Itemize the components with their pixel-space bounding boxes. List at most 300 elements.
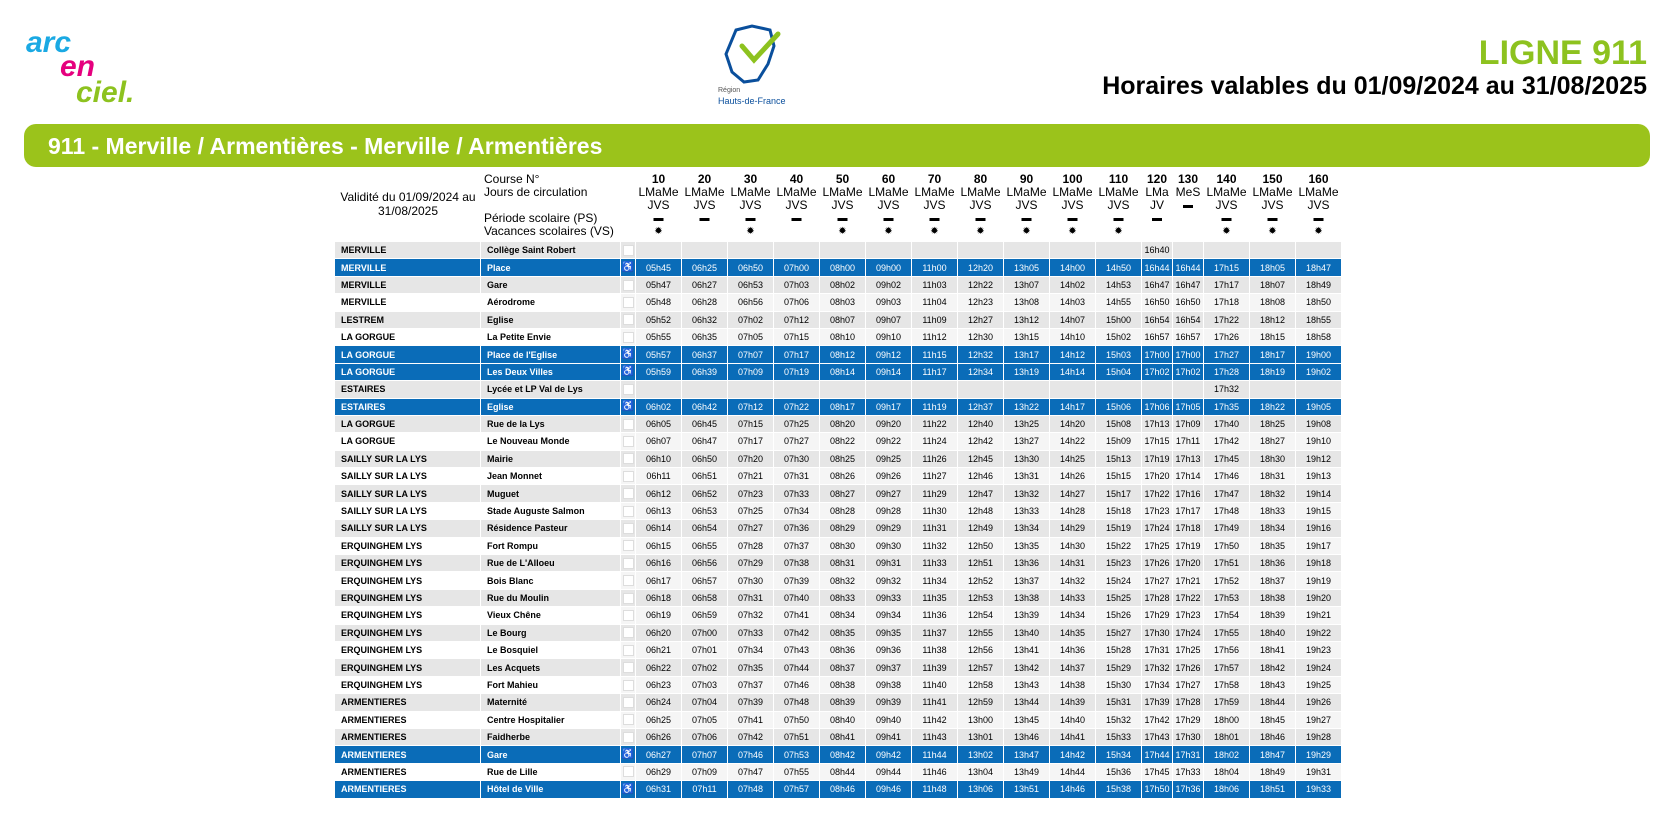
- time-cell: 14h35: [1050, 625, 1095, 641]
- time-cell: 15h25: [1096, 590, 1141, 606]
- time-cell: 14h10: [1050, 329, 1095, 345]
- time-cell: 13h17: [1004, 346, 1049, 362]
- time-cell: 06h16: [636, 555, 681, 571]
- time-cell: 18h35: [1250, 538, 1295, 554]
- course-number: 140: [1216, 172, 1237, 186]
- accessibility-cell: [621, 642, 635, 658]
- time-cell: 14h20: [1050, 416, 1095, 432]
- accessibility-box: [623, 297, 634, 308]
- time-cell: 07h30: [728, 572, 773, 588]
- time-cell: 06h55: [682, 538, 727, 554]
- course-header-50: [820, 173, 865, 241]
- time-cell: 17h25: [1142, 538, 1172, 554]
- accessibility-cell: [621, 607, 635, 623]
- time-cell: 17h42: [1142, 712, 1172, 728]
- sun-icon: ✹: [1114, 226, 1123, 237]
- time-cell: 12h50: [958, 538, 1003, 554]
- school-bag-icon: ▬: [791, 213, 802, 224]
- time-cell: 18h04: [1204, 764, 1249, 780]
- time-cell: 19h25: [1296, 677, 1341, 693]
- course-number: 120: [1146, 172, 1168, 186]
- time-cell: 08h33: [820, 590, 865, 606]
- course-header-60: [866, 173, 911, 241]
- time-cell: 06h24: [636, 694, 681, 710]
- accessibility-cell: [621, 503, 635, 519]
- legend-school-period: Période scolaire (PS): [484, 211, 598, 225]
- time-cell: 08h25: [820, 451, 865, 467]
- time-cell: 11h22: [912, 416, 957, 432]
- time-cell: 08h02: [820, 277, 865, 293]
- time-cell: 06h22: [636, 659, 681, 675]
- time-cell: 14h29: [1050, 520, 1095, 536]
- accessibility-cell: [621, 555, 635, 571]
- accessibility-cell: [621, 694, 635, 710]
- time-cell: 19h31: [1296, 764, 1341, 780]
- accessibility-cell: [621, 572, 635, 588]
- time-cell: 07h15: [774, 329, 819, 345]
- time-cell: 13h00: [958, 712, 1003, 728]
- wheelchair-icon: [621, 259, 635, 275]
- time-cell: 14h36: [1050, 642, 1095, 658]
- time-cell: 06h31: [636, 781, 681, 797]
- time-cell: 14h34: [1050, 607, 1095, 623]
- time-cell: 05h52: [636, 312, 681, 328]
- time-cell: 07h23: [728, 485, 773, 501]
- time-cell: 09h30: [866, 538, 911, 554]
- course-days-2: JVS: [969, 198, 992, 212]
- stop-cell: Place de l'Eglise: [481, 346, 620, 362]
- town-cell: LESTREM: [335, 312, 480, 328]
- accessibility-box: [623, 732, 634, 743]
- time-cell: 09h14: [866, 364, 911, 380]
- accessibility-cell: [621, 677, 635, 693]
- time-cell: 18h45: [1250, 712, 1295, 728]
- time-cell: 06h56: [728, 294, 773, 310]
- time-cell: 08h36: [820, 642, 865, 658]
- school-bag-icon: ▬: [929, 213, 940, 224]
- time-cell: 11h15: [912, 346, 957, 362]
- time-cell: 17h49: [1204, 520, 1249, 536]
- time-cell: 06h59: [682, 607, 727, 623]
- time-cell: 17h57: [1204, 659, 1249, 675]
- time-cell: 12h47: [958, 485, 1003, 501]
- time-cell: 18h17: [1250, 346, 1295, 362]
- town-cell: ERQUINGHEM LYS: [335, 677, 480, 693]
- time-cell: 06h12: [636, 485, 681, 501]
- time-cell: 07h03: [682, 677, 727, 693]
- empty-icon-slot: [1142, 225, 1172, 238]
- stop-cell: Mairie: [481, 451, 620, 467]
- course-header-140: [1204, 173, 1249, 241]
- time-cell: 17h13: [1173, 451, 1203, 467]
- time-cell: 16h50: [1173, 294, 1203, 310]
- time-cell: 12h20: [958, 259, 1003, 275]
- time-cell: 13h31: [1004, 468, 1049, 484]
- accessibility-box: [623, 558, 634, 569]
- course-header-20: [682, 173, 727, 241]
- table-row: [335, 364, 1341, 380]
- wheelchair-icon: ♿: [621, 749, 635, 761]
- time-cell: 08h35: [820, 625, 865, 641]
- time-cell: 11h12: [912, 329, 957, 345]
- time-cell: 09h32: [866, 572, 911, 588]
- course-header-10: [636, 173, 681, 241]
- time-cell: 19h33: [1296, 781, 1341, 797]
- time-cell: 08h07: [820, 312, 865, 328]
- table-row: [335, 572, 1341, 588]
- town-cell: LA GORGUE: [335, 433, 480, 449]
- time-cell: 18h38: [1250, 590, 1295, 606]
- time-cell: 17h22: [1142, 485, 1172, 501]
- time-cell: 17h05: [1173, 399, 1203, 415]
- stop-cell: Place: [481, 259, 620, 275]
- time-cell: 12h34: [958, 364, 1003, 380]
- time-cell: 12h56: [958, 642, 1003, 658]
- brand-line-1: arc: [26, 26, 72, 59]
- stop-cell: Aérodrome: [481, 294, 620, 310]
- time-cell: 07h29: [728, 555, 773, 571]
- time-cell: 08h46: [820, 781, 865, 797]
- accessibility-box: [623, 453, 634, 464]
- course-header-120: [1142, 173, 1172, 241]
- time-cell: 13h02: [958, 746, 1003, 762]
- time-cell: 06h29: [636, 764, 681, 780]
- sun-icon: ✹: [1022, 226, 1031, 237]
- wheelchair-icon: ♿: [621, 366, 635, 378]
- time-cell: [1004, 242, 1049, 258]
- time-cell: 07h15: [728, 416, 773, 432]
- time-cell: [728, 381, 773, 397]
- time-cell: 14h46: [1050, 781, 1095, 797]
- time-cell: 08h00: [820, 259, 865, 275]
- time-cell: 17h20: [1173, 555, 1203, 571]
- time-cell: 13h15: [1004, 329, 1049, 345]
- time-cell: [820, 242, 865, 258]
- time-cell: 17h00: [1173, 346, 1203, 362]
- time-cell: 17h39: [1142, 694, 1172, 710]
- time-cell: 07h04: [682, 694, 727, 710]
- sun-icon: ✹: [1268, 226, 1277, 237]
- time-cell: 12h42: [958, 433, 1003, 449]
- time-cell: 05h45: [636, 259, 681, 275]
- course-header-80: [958, 173, 1003, 241]
- sun-icon: ✹: [1222, 226, 1231, 237]
- time-cell: 06h13: [636, 503, 681, 519]
- time-cell: 17h59: [1204, 694, 1249, 710]
- time-cell: 15h38: [1096, 781, 1141, 797]
- town-cell: ERQUINGHEM LYS: [335, 659, 480, 675]
- time-cell: 13h38: [1004, 590, 1049, 606]
- time-cell: 11h38: [912, 642, 957, 658]
- time-cell: 13h05: [1004, 259, 1049, 275]
- time-cell: 15h23: [1096, 555, 1141, 571]
- stop-cell: Jean Monnet: [481, 468, 620, 484]
- time-cell: 06h53: [728, 277, 773, 293]
- course-days-2: JV: [1149, 198, 1164, 212]
- time-cell: 09h33: [866, 590, 911, 606]
- time-cell: 19h15: [1296, 503, 1341, 519]
- stop-cell: Eglise: [481, 312, 620, 328]
- route-banner: [24, 124, 1650, 167]
- time-cell: 17h00: [1142, 346, 1172, 362]
- time-cell: 18h44: [1250, 694, 1295, 710]
- time-cell: 17h30: [1173, 729, 1203, 745]
- town-cell: ESTAIRES: [335, 381, 480, 397]
- wheelchair-icon: [621, 399, 635, 415]
- table-row: [335, 242, 1341, 258]
- time-cell: 19h14: [1296, 485, 1341, 501]
- time-cell: 12h51: [958, 555, 1003, 571]
- time-cell: 08h42: [820, 746, 865, 762]
- town-cell: MERVILLE: [335, 277, 480, 293]
- time-cell: 17h44: [1142, 746, 1172, 762]
- time-cell: 19h17: [1296, 538, 1341, 554]
- town-cell: LA GORGUE: [335, 346, 480, 362]
- accessibility-cell: [621, 520, 635, 536]
- timetable: [334, 172, 1342, 799]
- time-cell: 07h07: [728, 346, 773, 362]
- time-cell: 13h51: [1004, 781, 1049, 797]
- time-cell: 06h25: [636, 712, 681, 728]
- time-cell: 14h42: [1050, 746, 1095, 762]
- course-header-90: [1004, 173, 1049, 241]
- time-cell: 13h33: [1004, 503, 1049, 519]
- accessibility-cell: [621, 468, 635, 484]
- course-days-1: LMaMe: [1206, 185, 1247, 199]
- time-cell: 08h38: [820, 677, 865, 693]
- time-cell: 08h32: [820, 572, 865, 588]
- time-cell: 07h53: [774, 746, 819, 762]
- time-cell: 06h27: [682, 277, 727, 293]
- accessibility-cell: [621, 294, 635, 310]
- time-cell: 17h47: [1204, 485, 1249, 501]
- validity-label: Validité du 01/09/2024 au 31/08/2025: [340, 190, 476, 218]
- accessibility-cell: [621, 277, 635, 293]
- wheelchair-icon: [621, 781, 635, 797]
- table-row: [335, 381, 1341, 397]
- time-cell: 17h28: [1173, 694, 1203, 710]
- accessibility-cell: [621, 712, 635, 728]
- sun-icon: ✹: [746, 226, 755, 237]
- time-cell: 07h57: [774, 781, 819, 797]
- stop-cell: Le Bourg: [481, 625, 620, 641]
- town-cell: ERQUINGHEM LYS: [335, 642, 480, 658]
- time-cell: 07h27: [728, 520, 773, 536]
- time-cell: 17h34: [1142, 677, 1172, 693]
- accessibility-box: [623, 662, 634, 673]
- time-cell: 07h28: [728, 538, 773, 554]
- accessibility-cell: [621, 485, 635, 501]
- stop-cell: Rue du Moulin: [481, 590, 620, 606]
- time-cell: 06h20: [636, 625, 681, 641]
- time-cell: [866, 381, 911, 397]
- time-cell: 13h42: [1004, 659, 1049, 675]
- time-cell: 06h23: [636, 677, 681, 693]
- town-cell: SAILLY SUR LA LYS: [335, 503, 480, 519]
- time-cell: 08h12: [820, 346, 865, 362]
- time-cell: 12h27: [958, 312, 1003, 328]
- time-cell: 07h33: [774, 485, 819, 501]
- time-cell: 07h09: [682, 764, 727, 780]
- school-bag-icon: ▬: [1152, 213, 1162, 224]
- accessibility-cell: [621, 312, 635, 328]
- time-cell: 12h32: [958, 346, 1003, 362]
- time-cell: 08h14: [820, 364, 865, 380]
- time-cell: 14h07: [1050, 312, 1095, 328]
- time-cell: 12h37: [958, 399, 1003, 415]
- table-row: [335, 538, 1341, 554]
- time-cell: 13h04: [958, 764, 1003, 780]
- time-cell: 11h34: [912, 572, 957, 588]
- time-cell: 17h31: [1142, 642, 1172, 658]
- table-row: [335, 555, 1341, 571]
- time-cell: 17h42: [1204, 433, 1249, 449]
- time-cell: 17h55: [1204, 625, 1249, 641]
- time-cell: [636, 381, 681, 397]
- time-cell: 18h49: [1296, 277, 1341, 293]
- table-row: [335, 694, 1341, 710]
- time-cell: 09h12: [866, 346, 911, 362]
- time-cell: 17h18: [1204, 294, 1249, 310]
- time-cell: [1050, 242, 1095, 258]
- time-cell: 18h47: [1250, 746, 1295, 762]
- time-cell: 07h25: [774, 416, 819, 432]
- time-cell: 19h05: [1296, 399, 1341, 415]
- time-cell: 08h39: [820, 694, 865, 710]
- time-cell: 06h14: [636, 520, 681, 536]
- town-cell: ARMENTIERES: [335, 694, 480, 710]
- table-row: [335, 520, 1341, 536]
- course-number: 160: [1308, 172, 1329, 186]
- time-cell: 07h17: [774, 346, 819, 362]
- course-number: 40: [789, 172, 804, 186]
- time-cell: 11h48: [912, 781, 957, 797]
- table-row: [335, 659, 1341, 675]
- time-cell: 14h38: [1050, 677, 1095, 693]
- time-cell: 11h39: [912, 659, 957, 675]
- time-cell: 19h20: [1296, 590, 1341, 606]
- time-cell: 07h44: [774, 659, 819, 675]
- time-cell: [1204, 242, 1249, 258]
- table-row: [335, 346, 1341, 362]
- time-cell: 12h45: [958, 451, 1003, 467]
- time-cell: 17h26: [1173, 659, 1203, 675]
- time-cell: 06h54: [682, 520, 727, 536]
- time-cell: 17h32: [1142, 659, 1172, 675]
- table-row: [335, 259, 1341, 275]
- stop-cell: Gare: [481, 746, 620, 762]
- time-cell: 12h46: [958, 468, 1003, 484]
- time-cell: 07h46: [774, 677, 819, 693]
- course-days-2: JVS: [739, 198, 762, 212]
- table-row: [335, 503, 1341, 519]
- time-cell: 08h31: [820, 555, 865, 571]
- time-cell: 14h37: [1050, 659, 1095, 675]
- time-cell: 18h30: [1250, 451, 1295, 467]
- time-cell: 13h37: [1004, 572, 1049, 588]
- time-cell: 11h43: [912, 729, 957, 745]
- time-cell: 06h18: [636, 590, 681, 606]
- time-cell: 08h10: [820, 329, 865, 345]
- time-cell: 18h49: [1250, 764, 1295, 780]
- course-number: 100: [1062, 172, 1083, 186]
- table-row: [335, 468, 1341, 484]
- stop-cell: Lycée et LP Val de Lys: [481, 381, 620, 397]
- time-cell: [1004, 381, 1049, 397]
- time-cell: 19h19: [1296, 572, 1341, 588]
- time-cell: 14h50: [1096, 259, 1141, 275]
- time-cell: 18h08: [1250, 294, 1295, 310]
- course-days-1: LMaMe: [822, 185, 863, 199]
- time-cell: 11h33: [912, 555, 957, 571]
- time-cell: 07h25: [728, 503, 773, 519]
- time-cell: 07h00: [774, 259, 819, 275]
- time-cell: 06h37: [682, 346, 727, 362]
- time-cell: 18h25: [1250, 416, 1295, 432]
- school-bag-icon: ▬: [745, 213, 756, 224]
- time-cell: 07h48: [774, 694, 819, 710]
- course-header-70: [912, 173, 957, 241]
- time-cell: 06h07: [636, 433, 681, 449]
- time-cell: 17h46: [1204, 468, 1249, 484]
- time-cell: 16h47: [1173, 277, 1203, 293]
- time-cell: 15h33: [1096, 729, 1141, 745]
- time-cell: 14h53: [1096, 277, 1141, 293]
- course-header-row: [335, 173, 1341, 241]
- time-cell: 17h02: [1173, 364, 1203, 380]
- time-cell: 14h33: [1050, 590, 1095, 606]
- time-cell: [728, 242, 773, 258]
- time-cell: 16h57: [1173, 329, 1203, 345]
- time-cell: 12h23: [958, 294, 1003, 310]
- course-days-2: JVS: [923, 198, 946, 212]
- course-days-2: JVS: [1307, 198, 1330, 212]
- town-cell: SAILLY SUR LA LYS: [335, 485, 480, 501]
- time-cell: 07h05: [682, 712, 727, 728]
- time-cell: 06h52: [682, 485, 727, 501]
- time-cell: 18h22: [1250, 399, 1295, 415]
- time-cell: 17h15: [1204, 259, 1249, 275]
- school-bag-icon: ▬: [837, 213, 848, 224]
- time-cell: 07h22: [774, 399, 819, 415]
- empty-icon-slot: [774, 225, 819, 238]
- time-cell: 07h37: [774, 538, 819, 554]
- time-cell: [1050, 381, 1095, 397]
- time-cell: 08h26: [820, 468, 865, 484]
- course-days-2: JVS: [693, 198, 716, 212]
- table-row: [335, 607, 1341, 623]
- time-cell: 19h29: [1296, 746, 1341, 762]
- course-days-2: JVS: [877, 198, 900, 212]
- time-cell: 15h26: [1096, 607, 1141, 623]
- time-cell: 06h32: [682, 312, 727, 328]
- time-cell: 19h12: [1296, 451, 1341, 467]
- time-cell: 13h47: [1004, 746, 1049, 762]
- time-cell: 08h37: [820, 659, 865, 675]
- time-cell: 06h21: [636, 642, 681, 658]
- time-cell: 13h06: [958, 781, 1003, 797]
- accessibility-box: [623, 506, 634, 517]
- stop-cell: Fort Mahieu: [481, 677, 620, 693]
- accessibility-cell: [621, 538, 635, 554]
- time-cell: 11h42: [912, 712, 957, 728]
- stop-cell: Les Acquets: [481, 659, 620, 675]
- course-number: 150: [1262, 172, 1283, 186]
- time-cell: 14h40: [1050, 712, 1095, 728]
- time-cell: 18h47: [1296, 259, 1341, 275]
- time-cell: 11h04: [912, 294, 957, 310]
- time-cell: 17h02: [1142, 364, 1172, 380]
